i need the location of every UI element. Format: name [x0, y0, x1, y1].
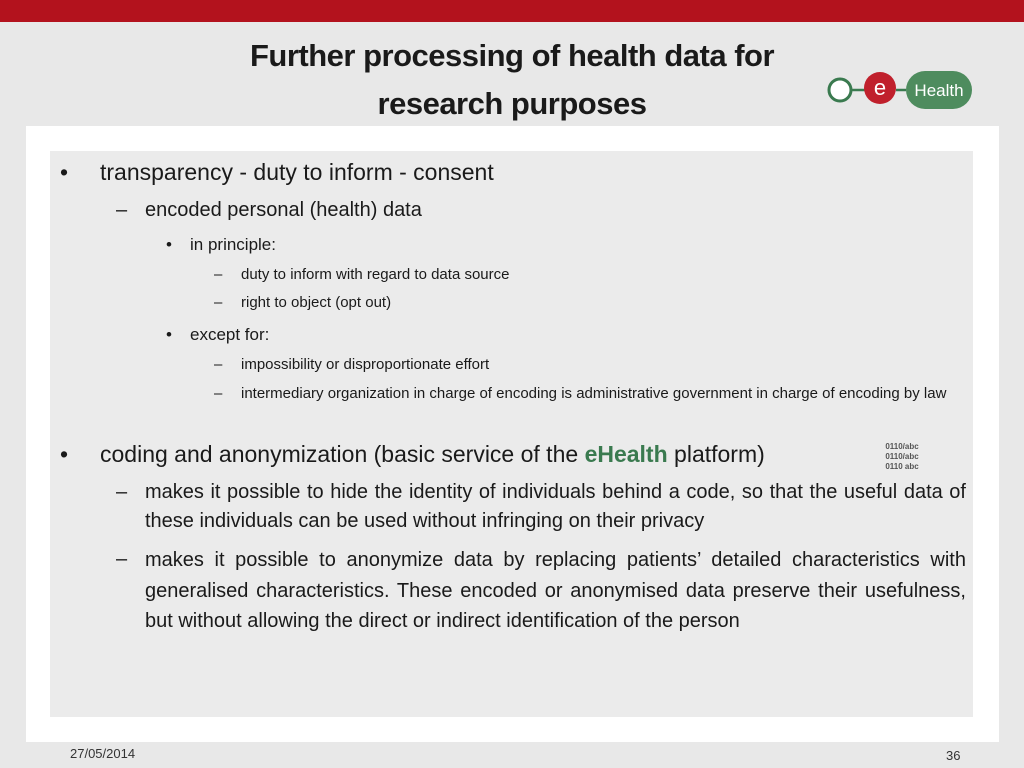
svg-text:0110/abc: 0110/abc — [885, 452, 919, 461]
dash-marker: – — [214, 294, 223, 311]
top-bar — [0, 0, 1024, 22]
ehealth-brand-text: eHealth — [584, 441, 668, 467]
logo-text: Health — [914, 81, 964, 100]
detail-duty-to-inform: duty to inform with regard to data source — [241, 266, 510, 283]
sub-sub-except-for: except for: — [190, 325, 270, 344]
bullet-marker: • — [166, 235, 172, 254]
dash-marker: – — [116, 481, 128, 503]
title-line-1: Further processing of health data for — [249, 38, 775, 73]
dash-marker: – — [214, 356, 223, 373]
detail-intermediary: intermediary organization in charge of encoding is administrative government in charge of encoding by law — [241, 385, 947, 402]
detail-impossibility: impossibility or disproportionate effort — [241, 356, 490, 373]
bullet-marker: • — [60, 159, 69, 185]
dash-marker: – — [116, 548, 128, 570]
bullet-2-text-after: platform) — [667, 441, 765, 467]
bullet-2 — [100, 439, 880, 469]
svg-text:0110 abc: 0110 abc — [885, 462, 919, 471]
coding-icon — [880, 440, 924, 474]
bullet-2-text-before: coding and anonymization (basic service of the — [100, 441, 585, 467]
detail-right-to-object: right to object (opt out) — [241, 294, 392, 311]
logo-letter: e — [873, 75, 887, 100]
dash-marker: – — [116, 199, 128, 221]
slide-title — [150, 32, 874, 128]
sub-bullet-encoded: encoded personal (health) data — [145, 199, 422, 221]
bullet-marker: • — [60, 441, 69, 467]
sub-sub-in-principle: in principle: — [190, 235, 276, 254]
footer-date: 27/05/2014 — [70, 746, 136, 761]
title-line-2: research purposes — [377, 86, 647, 121]
bullet-1: transparency - duty to inform - consent — [100, 159, 494, 185]
dash-marker: – — [214, 266, 223, 283]
bullet-marker: • — [166, 325, 172, 344]
page-number: 36 — [946, 748, 961, 763]
sub-bullet-hide-identity: makes it possible to hide the identity of individuals behind a code, so that the useful data of these individuals can be used without infringing on their privacy — [145, 481, 966, 532]
sub-bullet-anonymize: makes it possible to anonymize data by replacing patients’ detailed characteristics with generalised characteristics. These encoded or anonymised data preserve their usefulness, but without allowing the direct or indirect identification of the person — [145, 549, 966, 632]
dash-marker: – — [214, 385, 223, 402]
ehealth-logo — [820, 62, 980, 118]
svg-text:0110/abc: 0110/abc — [885, 442, 919, 451]
